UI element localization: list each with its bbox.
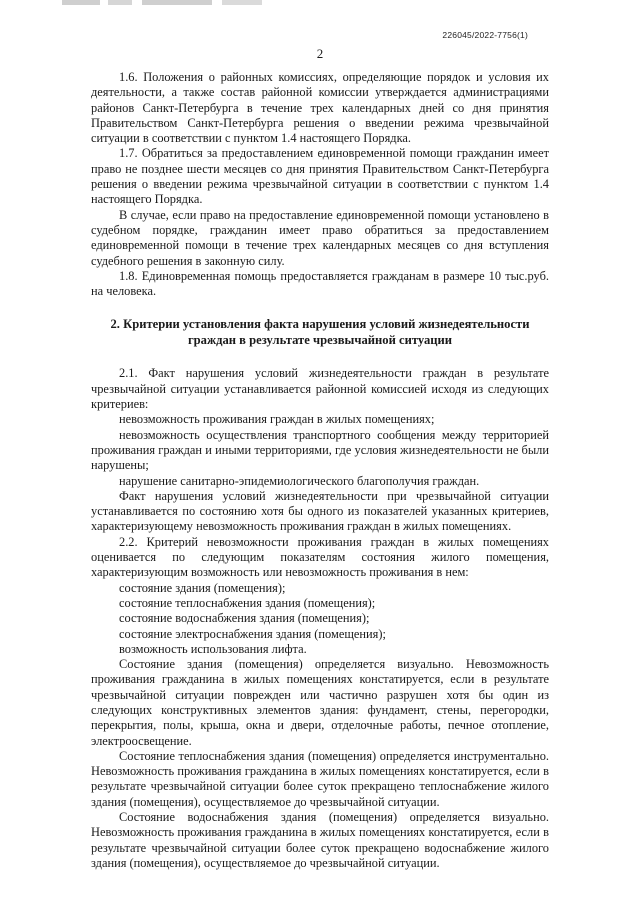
document-body bbox=[91, 70, 549, 871]
scan-artifact bbox=[62, 0, 262, 5]
indicator-item: состояние теплоснабжения здания (помещения); bbox=[119, 595, 376, 610]
page-number: 2 bbox=[316, 46, 324, 61]
criterion-item: невозможность проживания граждан в жилых помещениях; bbox=[119, 412, 435, 427]
paragraph-2-1: 2.1. Факт нарушения условий жизнедеятельности граждан в результате чрезвычайной ситуации устанавливается районной комиссией исходя из следующих критериев: bbox=[91, 366, 549, 412]
criterion-item: невозможность осуществления транспортного сообщения между территорией проживания граждан и иными территориями, где условия жизнедеятельности не были нарушены; bbox=[91, 427, 549, 473]
paragraph-fact: Факт нарушения условий жизнедеятельности при чрезвычайной ситуации устанавливается по состоянию хотя бы одного из показателей указанных критериев, характеризующему невозможность проживания граждан в жилых помещениях. bbox=[91, 488, 549, 534]
paragraph-1-7: 1.7. Обратиться за предоставлением единовременной помощи гражданин имеет право не позднее шести месяцев со дня принятия Правительством Санкт-Петербурга решения о введении режима чрезвычайной ситуации в соответствии с пунктом 1.4 настоящего Порядка. bbox=[91, 146, 549, 207]
indicator-item: состояние водоснабжения здания (помещения); bbox=[119, 611, 370, 626]
paragraph-heating-state: Состояние теплоснабжения здания (помещения) определяется инструментально. Невозможность проживания гражданина в жилых помещениях констатируется, если в результате чрезвычайной ситуации более суток прекращено теплоснабжение жилого здания (помещения), осуществляемое до чрезвычайной ситуации. bbox=[91, 748, 549, 809]
paragraph-1-8: 1.8. Единовременная помощь предоставляется гражданам в размере 10 тыс.руб. на человека. bbox=[91, 268, 549, 299]
indicator-item: состояние электроснабжения здания (помещения); bbox=[119, 626, 386, 641]
criterion-item: нарушение санитарно-эпидемиологического благополучия граждан. bbox=[119, 473, 480, 488]
paragraph-court: В случае, если право на предоставление единовременной помощи установлено в судебном порядке, гражданин имеет право обратиться за предоставлением единовременной помощи в течение трех календарных месяцев со дня вступления судебного решения в законную силу. bbox=[91, 207, 549, 268]
paragraph-2-2: 2.2. Критерий невозможности проживания граждан в жилых помещениях оценивается по следующим показателям состояния жилого помещения, характеризующим возможность или невозможность проживания в нем: bbox=[91, 534, 549, 580]
indicator-item: возможность использования лифта. bbox=[119, 641, 307, 656]
document-id: 226045/2022-7756(1) bbox=[442, 30, 528, 40]
indicator-item: состояние здания (помещения); bbox=[119, 580, 286, 595]
paragraph-building-state: Состояние здания (помещения) определяется визуально. Невозможность проживания гражданина в жилых помещениях констатируется, если в результате чрезвычайной ситуации поврежден или частично разрушен хотя бы один из следующих конструктивных элементов здания: фундамент, стены, перегородки, перекрытия, полы, крыша, окна и двери, отделочные работы, печное отопление, электроосвещение. bbox=[91, 657, 549, 748]
spacer bbox=[91, 299, 549, 317]
paragraph-1-6: 1.6. Положения о районных комиссиях, определяющие порядок и условия их деятельности, а также состав районной комиссии утверждается администрациями районов Санкт-Петербурга в течение трех календарных дней со дня принятия Правительством Санкт-Петербурга решения о введении режима чрезвычайной ситуации в соответствии с пунктом 1.4 настоящего Порядка. bbox=[91, 70, 549, 146]
section-2-heading: 2. Критерии установления факта нарушения условий жизнедеятельности граждан в результате чрезвычайной ситуации bbox=[110, 317, 530, 347]
paragraph-water-state: Состояние водоснабжения здания (помещения) определяется визуально. Невозможность проживания гражданина в жилых помещениях констатируется, если в результате чрезвычайной ситуации более суток прекращено водоснабжение жилого здания (помещения), осуществляемое до чрезвычайной ситуации. bbox=[91, 810, 549, 870]
spacer bbox=[91, 348, 549, 366]
